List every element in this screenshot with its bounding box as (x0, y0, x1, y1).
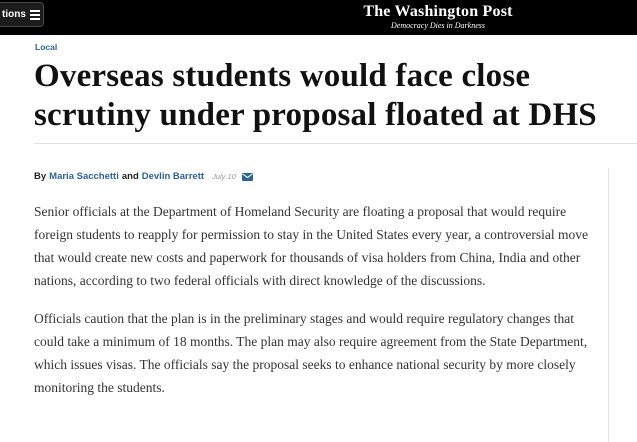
article-body (34, 200, 594, 414)
article-headline: Overseas students would face close scrutiny under proposal floated at DHS (34, 58, 597, 133)
article-paragraph: Officials caution that the plan is in the preliminary stages and would require regulatory changes that could take a minimum of 18 months. The plan may also require agreement from the State Department, which issues visas. The officials say the proposal seeks to enhance national security by more closely monitoring the students. (34, 311, 588, 395)
headline-divider (34, 143, 637, 144)
sections-menu-button[interactable] (0, 2, 44, 27)
section-kicker-link[interactable]: Local (35, 42, 58, 52)
author-link-barrett[interactable]: Devlin Barrett (141, 171, 205, 182)
logo-text: The Washington Post (363, 3, 513, 20)
sidebar-divider (608, 168, 609, 442)
hamburger-icon (30, 8, 40, 22)
byline (34, 171, 253, 182)
byline-by: By (34, 171, 47, 182)
author-link-sacchetti[interactable]: Maria Sacchetti (49, 171, 119, 182)
top-nav-bar (0, 0, 637, 35)
tagline: Democracy Dies in Darkness (391, 21, 485, 30)
masthead-logo[interactable] (350, 3, 526, 31)
article-paragraph: Senior officials at the Department of Homeland Security are floating a proposal that would require foreign students to reapply for permission to stay in the United States every year, a controversial move that would create new costs and paperwork for thousands of visa holders from China, India and other nations, according to two federal officials with direct knowledge of the discussions. (34, 204, 588, 288)
envelope-icon[interactable] (242, 173, 253, 181)
byline-and: and (121, 171, 139, 182)
sections-label: tions (2, 9, 26, 20)
publish-date: July 10 (212, 172, 236, 181)
